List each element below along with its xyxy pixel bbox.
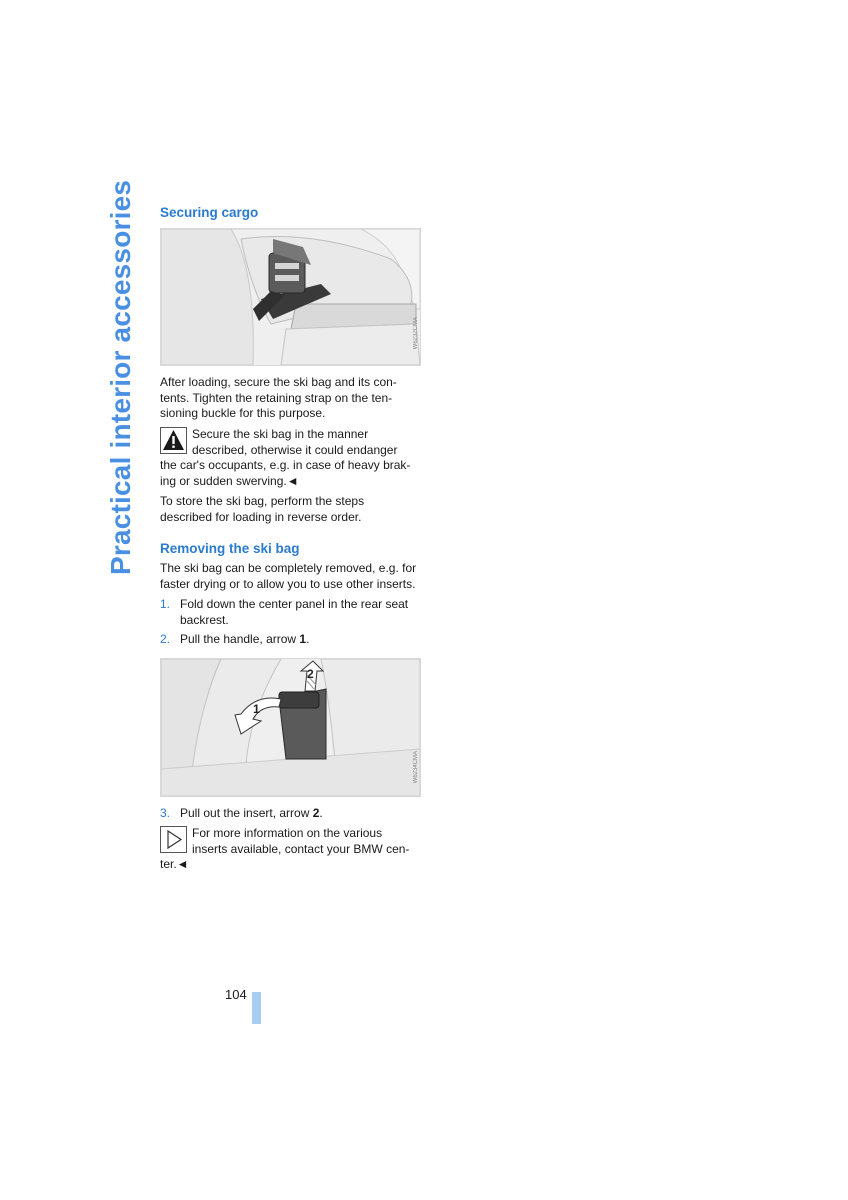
side-title: Practical interior accessories: [105, 179, 136, 575]
arrow-label-1: 1: [253, 702, 260, 716]
paragraph-after-loading: After loading, secure the ski bag and its con- tents. Tighten the retaining strap on the ten- sioning buckle for this purpose.: [160, 375, 397, 421]
figure-code: W6234CMA: [413, 751, 419, 784]
play-arrow-icon: [160, 826, 187, 853]
info-note: For more information on the various inserts available, contact your BMW cen- ter.◄: [160, 826, 410, 872]
figure-securing-strap: [160, 228, 421, 366]
paragraph-removing-intro: The ski bag can be completely removed, e.g. for faster drying or to allow you to use other inserts.: [160, 561, 417, 591]
paragraph-store-ski-bag: To store the ski bag, perform the steps described for loading in reverse order.: [160, 494, 365, 524]
warning-icon: [160, 427, 187, 454]
page-number: 104: [225, 987, 247, 1002]
figure-remove-insert: [160, 658, 421, 797]
figure-code: W6232CMA: [413, 317, 419, 350]
seat-insert-illustration: [161, 659, 420, 796]
warning-note: Secure the ski bag in the manner described, otherwise it could endanger the car's occupants, e.g. in case of heavy brak- ing or sudden swerving.◄: [160, 427, 411, 488]
heading-securing-cargo: Securing cargo: [160, 205, 259, 220]
heading-removing-ski-bag: Removing the ski bag: [160, 541, 300, 556]
arrow-label-2: 2: [307, 667, 314, 681]
page-marker-bar: [252, 992, 261, 1024]
seat-strap-illustration: [161, 229, 420, 365]
